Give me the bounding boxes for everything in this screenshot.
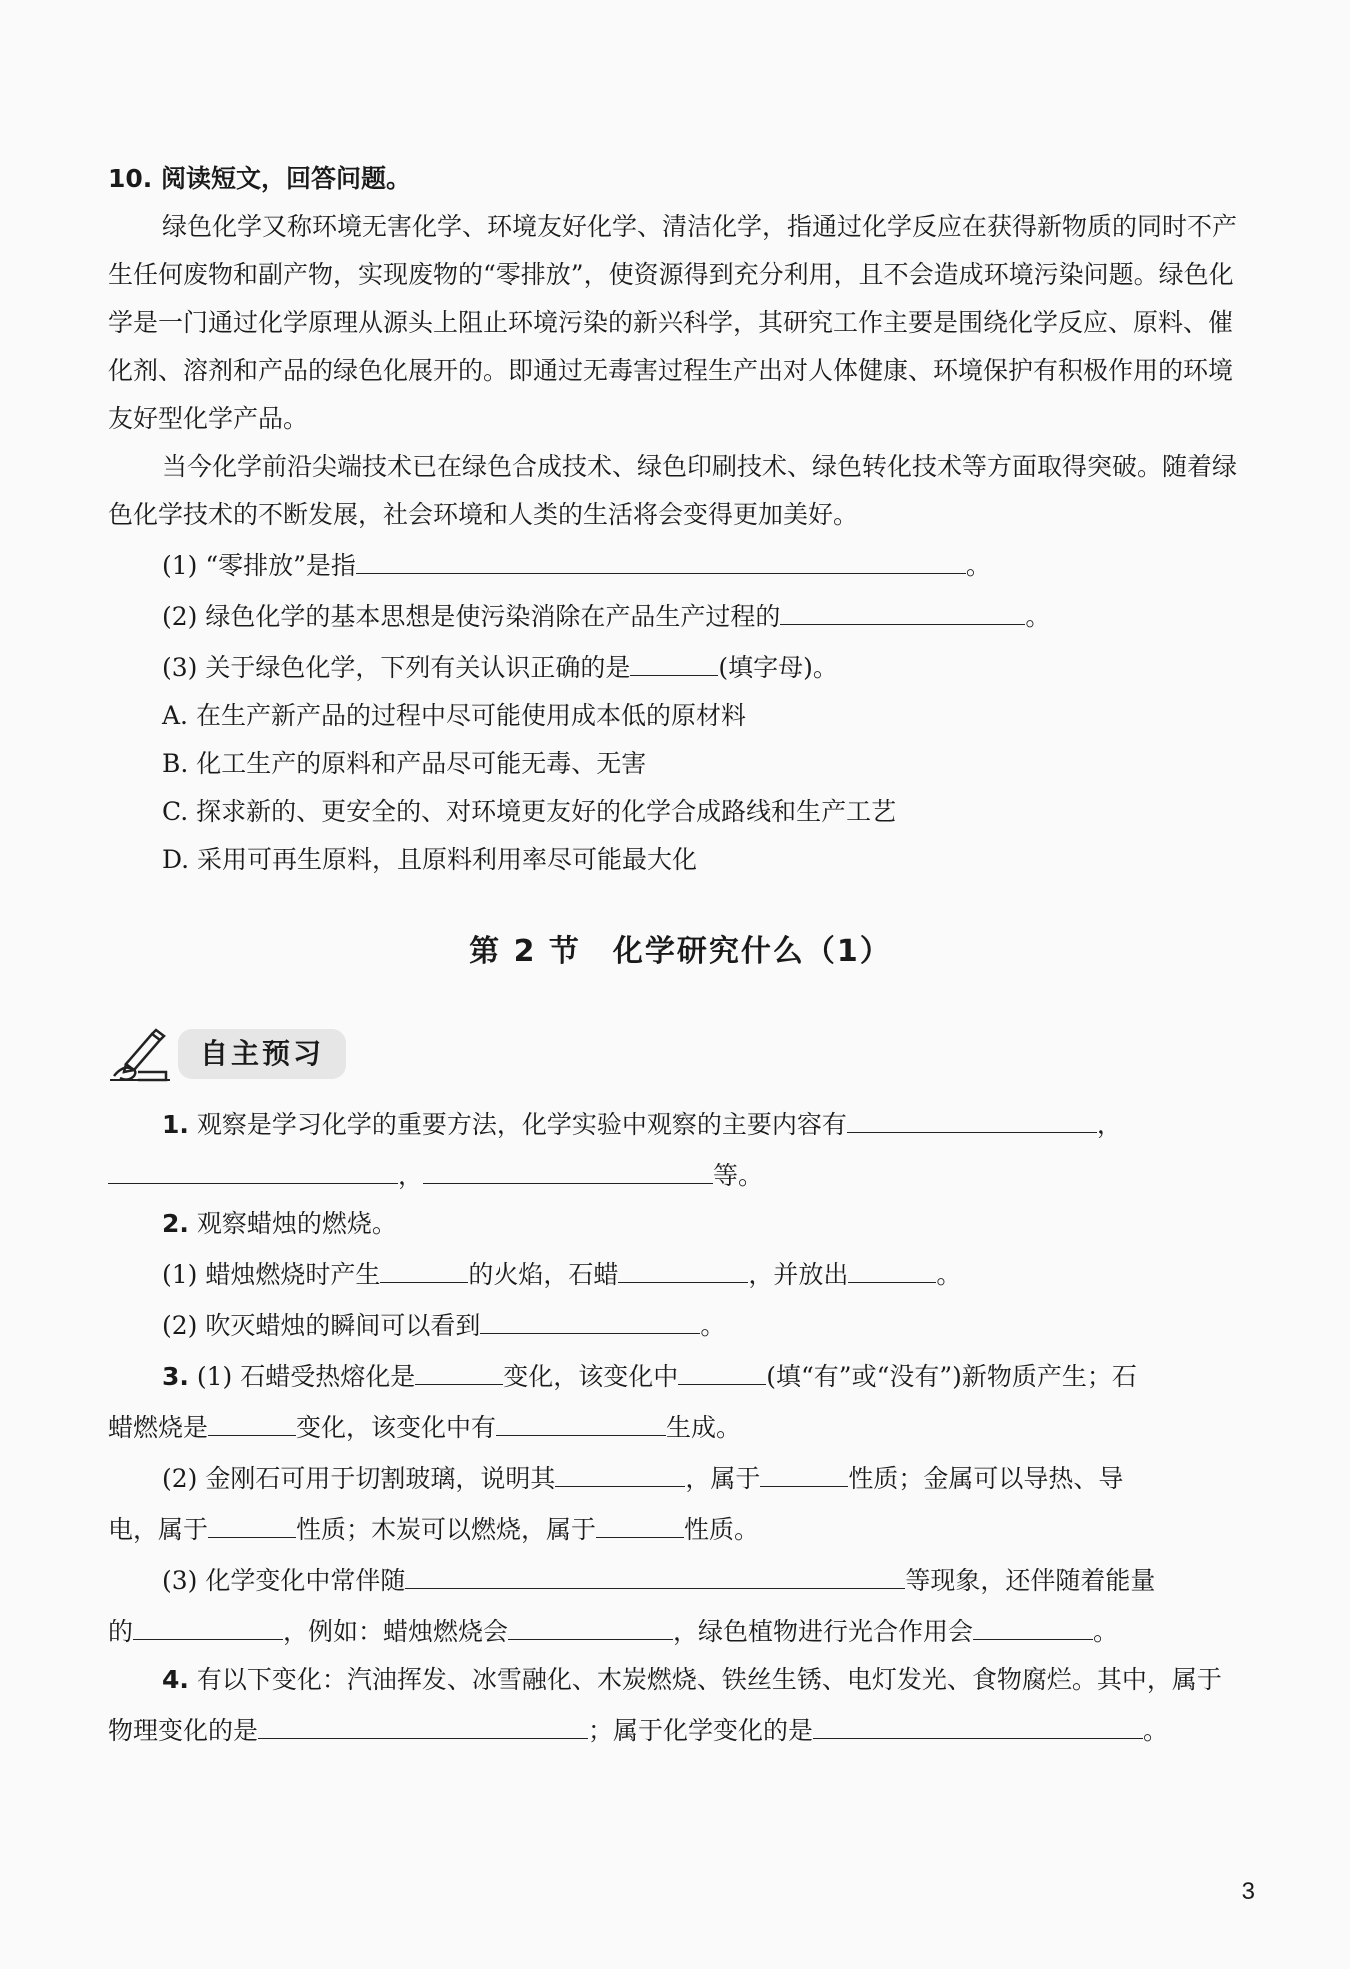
answer-blank[interactable]: [133, 1605, 283, 1640]
answer-blank[interactable]: [508, 1605, 673, 1640]
q3-sub3-period: 。: [1093, 1617, 1119, 1646]
q3-sub1-text: (1) 石蜡受热熔化是: [196, 1362, 416, 1391]
answer-blank[interactable]: [405, 1554, 905, 1589]
q2-sub1: [108, 1248, 1253, 1299]
q3-sub3-line2: [108, 1605, 1253, 1656]
q10-option-a: A. 在生产新产品的过程中尽可能使用成本低的原材料: [162, 701, 746, 730]
q3-sub2-text-5: 性质；木炭可以燃烧，属于: [296, 1515, 597, 1544]
q3-sub3-text-5: ，绿色植物进行光合作用会: [673, 1617, 974, 1646]
answer-blank[interactable]: [618, 1248, 748, 1283]
answer-blank[interactable]: [973, 1605, 1093, 1640]
q10-sub3: [108, 641, 1253, 692]
answer-blank[interactable]: [208, 1503, 296, 1538]
q3-sub2-text-3: 性质；金属可以导热、导: [848, 1464, 1124, 1493]
q4-text-2: 物理变化的是: [108, 1716, 259, 1745]
answer-blank[interactable]: [356, 539, 966, 574]
q2-sub1-period: 。: [936, 1260, 962, 1289]
q3-sub3-text: (3) 化学变化中常伴随: [162, 1566, 406, 1595]
q3-sub2-line2: [108, 1503, 1253, 1554]
q2-sub2-period: 。: [700, 1311, 726, 1340]
page-number: 3: [1241, 1878, 1255, 1905]
q10-header-text: 10. 阅读短文，回答问题。: [108, 164, 411, 193]
q10-sub3-hint: (填字母)。: [718, 653, 838, 682]
q3-number: 3.: [162, 1362, 189, 1391]
answer-blank[interactable]: [415, 1350, 503, 1385]
q2-sub2: [108, 1299, 1253, 1350]
answer-blank[interactable]: [555, 1452, 685, 1487]
self-study-label: 自主预习: [178, 1029, 346, 1079]
q1: [108, 1098, 1253, 1149]
q3-sub1: [108, 1350, 1253, 1401]
q3-sub3-text-4: ，例如：蜡烛燃烧会: [283, 1617, 509, 1646]
q10-header: [108, 155, 1253, 203]
q10-sub1: [108, 539, 1253, 590]
q10-sub2-text: (2) 绿色化学的基本思想是使污染消除在产品生产过程的: [162, 602, 781, 631]
q4-text: 有以下变化：汽油挥发、冰雪融化、木炭燃烧、铁丝生锈、电灯发光、食物腐烂。其中，属于: [196, 1665, 1222, 1694]
q10-sub2-period: 。: [1025, 602, 1051, 631]
q10-option-c: C. 探求新的、更安全的、对环境更友好的化学合成路线和生产工艺: [162, 797, 897, 826]
answer-blank[interactable]: [630, 641, 718, 676]
answer-blank[interactable]: [678, 1350, 766, 1385]
q4-period: 。: [1143, 1716, 1169, 1745]
q10-sub1-period: 。: [965, 551, 991, 580]
q3-sub1-line2: [108, 1401, 1253, 1452]
q3-sub1-text-5: 变化，该变化中有: [296, 1413, 497, 1442]
answer-blank[interactable]: [208, 1401, 296, 1436]
answer-blank[interactable]: [480, 1299, 700, 1334]
page-content: [108, 155, 1253, 1755]
q1-text: 观察是学习化学的重要方法，化学实验中观察的主要内容有: [196, 1110, 847, 1139]
q1-comma2: ，: [398, 1161, 424, 1190]
self-study-banner: [108, 1024, 1253, 1084]
answer-blank[interactable]: [496, 1401, 666, 1436]
q3-sub2: [108, 1452, 1253, 1503]
q10-sub2: [108, 590, 1253, 641]
q10-option-b: B. 化工生产的原料和产品尽可能无毒、无害: [162, 749, 647, 778]
q3-sub1-text-6: 生成。: [666, 1413, 742, 1442]
answer-blank[interactable]: [760, 1452, 848, 1487]
q1-number: 1.: [162, 1110, 189, 1139]
q2-sub2-text: (2) 吹灭蜡烛的瞬间可以看到: [162, 1311, 481, 1340]
q2: [108, 1200, 1253, 1248]
q3-sub2-text-6: 性质。: [684, 1515, 760, 1544]
q4-line2: [108, 1704, 1253, 1755]
answer-blank[interactable]: [596, 1503, 684, 1538]
q10-passage-paragraph-1: 绿色化学又称环境无害化学、环境友好化学、清洁化学，指通过化学反应在获得新物质的同时不产生任何废物和副产物，实现废物的“零排放”，使资源得到充分利用，且不会造成环境污染问题。绿色化学是一门通过化学原理从源头上阻止环境污染的新兴科学，其研究工作主要是围绕化学反应、原料、催化剂、溶剂和产品的绿色化展开的。即通过无毒害过程生产出对人体健康、环境保护有积极作用的环境友好型化学产品。: [108, 212, 1238, 433]
answer-blank[interactable]: [380, 1248, 468, 1283]
q4-text-3: ；属于化学变化的是: [588, 1716, 814, 1745]
q1-comma: ，: [1096, 1110, 1122, 1139]
q4: [108, 1656, 1253, 1704]
q10-passage-paragraph-2: 当今化学前沿尖端技术已在绿色合成技术、绿色印刷技术、绿色转化技术等方面取得突破。随着绿色化学技术的不断发展，社会环境和人类的生活将会变得更加美好。: [108, 452, 1238, 529]
answer-blank[interactable]: [848, 1248, 936, 1283]
answer-blank[interactable]: [780, 590, 1025, 625]
q1-line2: [108, 1149, 1253, 1200]
q3-sub1-text-2: 变化，该变化中: [503, 1362, 679, 1391]
q3-sub3: [108, 1554, 1253, 1605]
q10-sub1-text: (1) “零排放”是指: [162, 551, 356, 580]
q2-sub1-text: (1) 蜡烛燃烧时产生: [162, 1260, 381, 1289]
q2-number: 2.: [162, 1209, 189, 1238]
q10-sub3-text: (3) 关于绿色化学，下列有关认识正确的是: [162, 653, 631, 682]
q10-option-d: D. 采用可再生原料，且原料利用率尽可能最大化: [162, 845, 698, 874]
q3-sub2-text: (2) 金刚石可用于切割玻璃，说明其: [162, 1464, 556, 1493]
q3-sub3-text-3: 的: [108, 1617, 134, 1646]
section-title: 第 2 节 化学研究什么（1）: [469, 934, 892, 969]
answer-blank[interactable]: [258, 1704, 588, 1739]
q3-sub2-text-4: 电，属于: [108, 1515, 209, 1544]
q3-sub2-text-2: ，属于: [685, 1464, 761, 1493]
q1-end: 等。: [713, 1161, 764, 1190]
answer-blank[interactable]: [108, 1149, 398, 1184]
answer-blank[interactable]: [813, 1704, 1143, 1739]
q3-sub1-text-3: (填“有”或“没有”)新物质产生；石: [766, 1362, 1137, 1391]
q3-sub3-text-2: 等现象，还伴随着能量: [905, 1566, 1156, 1595]
writing-hand-icon: [108, 1026, 172, 1082]
q2-text: 观察蜡烛的燃烧。: [196, 1209, 397, 1238]
q2-sub1-text-2: 的火焰，石蜡: [468, 1260, 619, 1289]
q2-sub1-text-3: ，并放出: [748, 1260, 849, 1289]
q3-sub1-text-4: 蜡燃烧是: [108, 1413, 209, 1442]
answer-blank[interactable]: [423, 1149, 713, 1184]
q4-number: 4.: [162, 1665, 189, 1694]
answer-blank[interactable]: [847, 1098, 1097, 1133]
